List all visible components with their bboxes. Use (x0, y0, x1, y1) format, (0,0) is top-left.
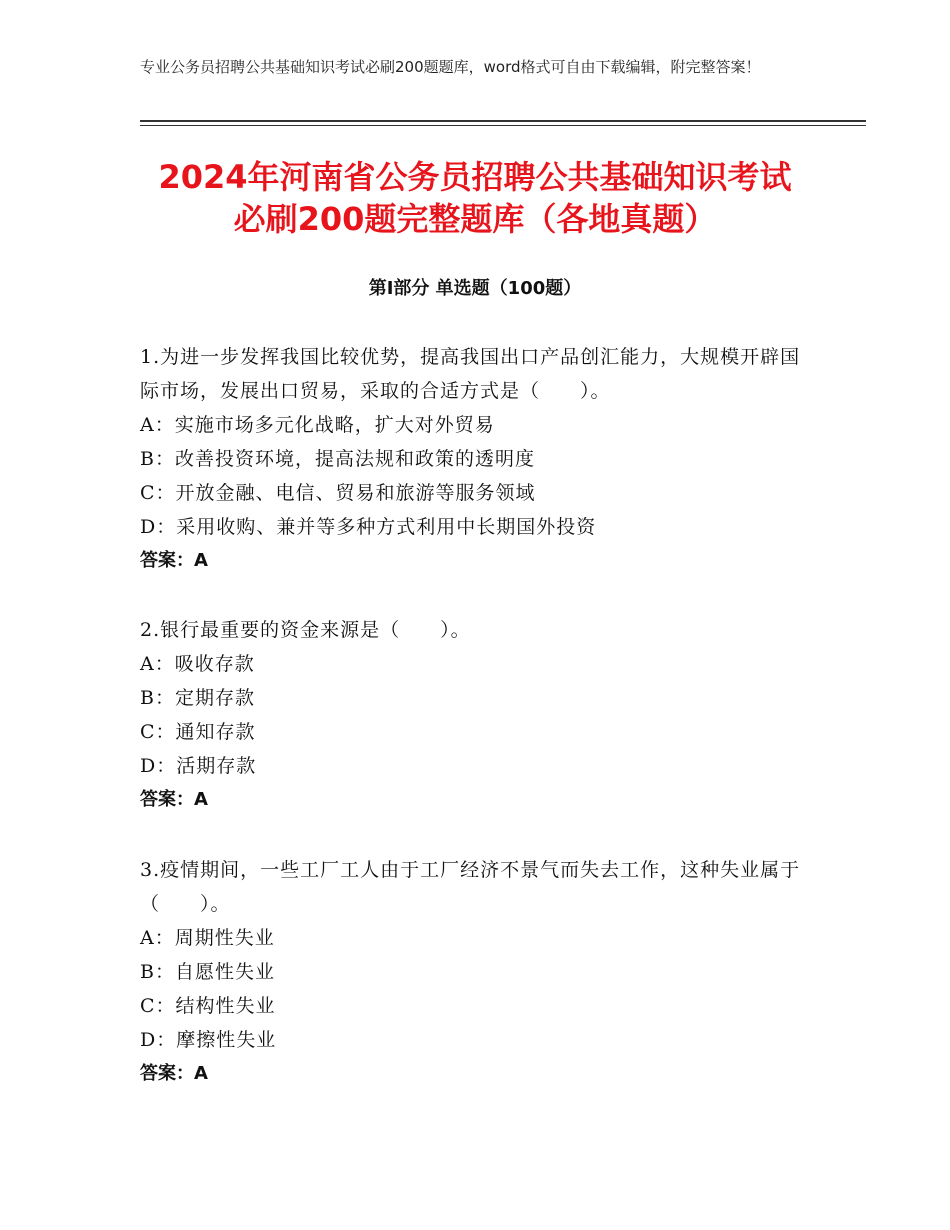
header-divider-thin (140, 125, 866, 126)
question-stem: 1.为进一步发挥我国比较优势，提高我国出口产品创汇能力，大规模开辟国际市场，发展出口贸易，采取的合适方式是（ ）。 (140, 346, 801, 402)
title-line-2: 必刷200题完整题库（各地真题） (233, 200, 717, 238)
document-title (100, 156, 850, 240)
option-a: A：吸收存款 (140, 653, 255, 675)
option-b: B：改善投资环境，提高法规和政策的透明度 (140, 448, 535, 470)
option-c: C：结构性失业 (140, 995, 276, 1017)
question-2 (140, 613, 820, 817)
answer: 答案：A (140, 550, 208, 571)
question-stem: 3.疫情期间，一些工厂工人由于工厂经济不景气而失去工作，这种失业属于（ ）。 (140, 859, 801, 915)
section-heading: 第Ⅰ部分 单选题（100题） (368, 278, 582, 299)
option-c: C：开放金融、电信、贸易和旅游等服务领域 (140, 482, 536, 504)
option-a: A：实施市场多元化战略，扩大对外贸易 (140, 414, 495, 436)
option-c: C：通知存款 (140, 721, 256, 743)
question-1 (140, 340, 820, 578)
header-divider-thick (140, 120, 866, 122)
title-line-1: 2024年河南省公务员招聘公共基础知识考试 (158, 158, 792, 196)
header-note: 专业公务员招聘公共基础知识考试必刷200题题库，word格式可自由下载编辑，附完整答案！ (140, 58, 761, 76)
option-b: B：自愿性失业 (140, 961, 275, 983)
option-d: D：摩擦性失业 (140, 1029, 277, 1051)
answer: 答案：A (140, 1063, 208, 1084)
option-d: D：活期存款 (140, 755, 257, 777)
option-b: B：定期存款 (140, 687, 255, 709)
question-stem: 2.银行最重要的资金来源是（ ）。 (140, 619, 471, 641)
question-3 (140, 853, 820, 1091)
option-d: D：采用收购、兼并等多种方式利用中长期国外投资 (140, 516, 597, 538)
option-a: A：周期性失业 (140, 927, 275, 949)
answer: 答案：A (140, 789, 208, 810)
